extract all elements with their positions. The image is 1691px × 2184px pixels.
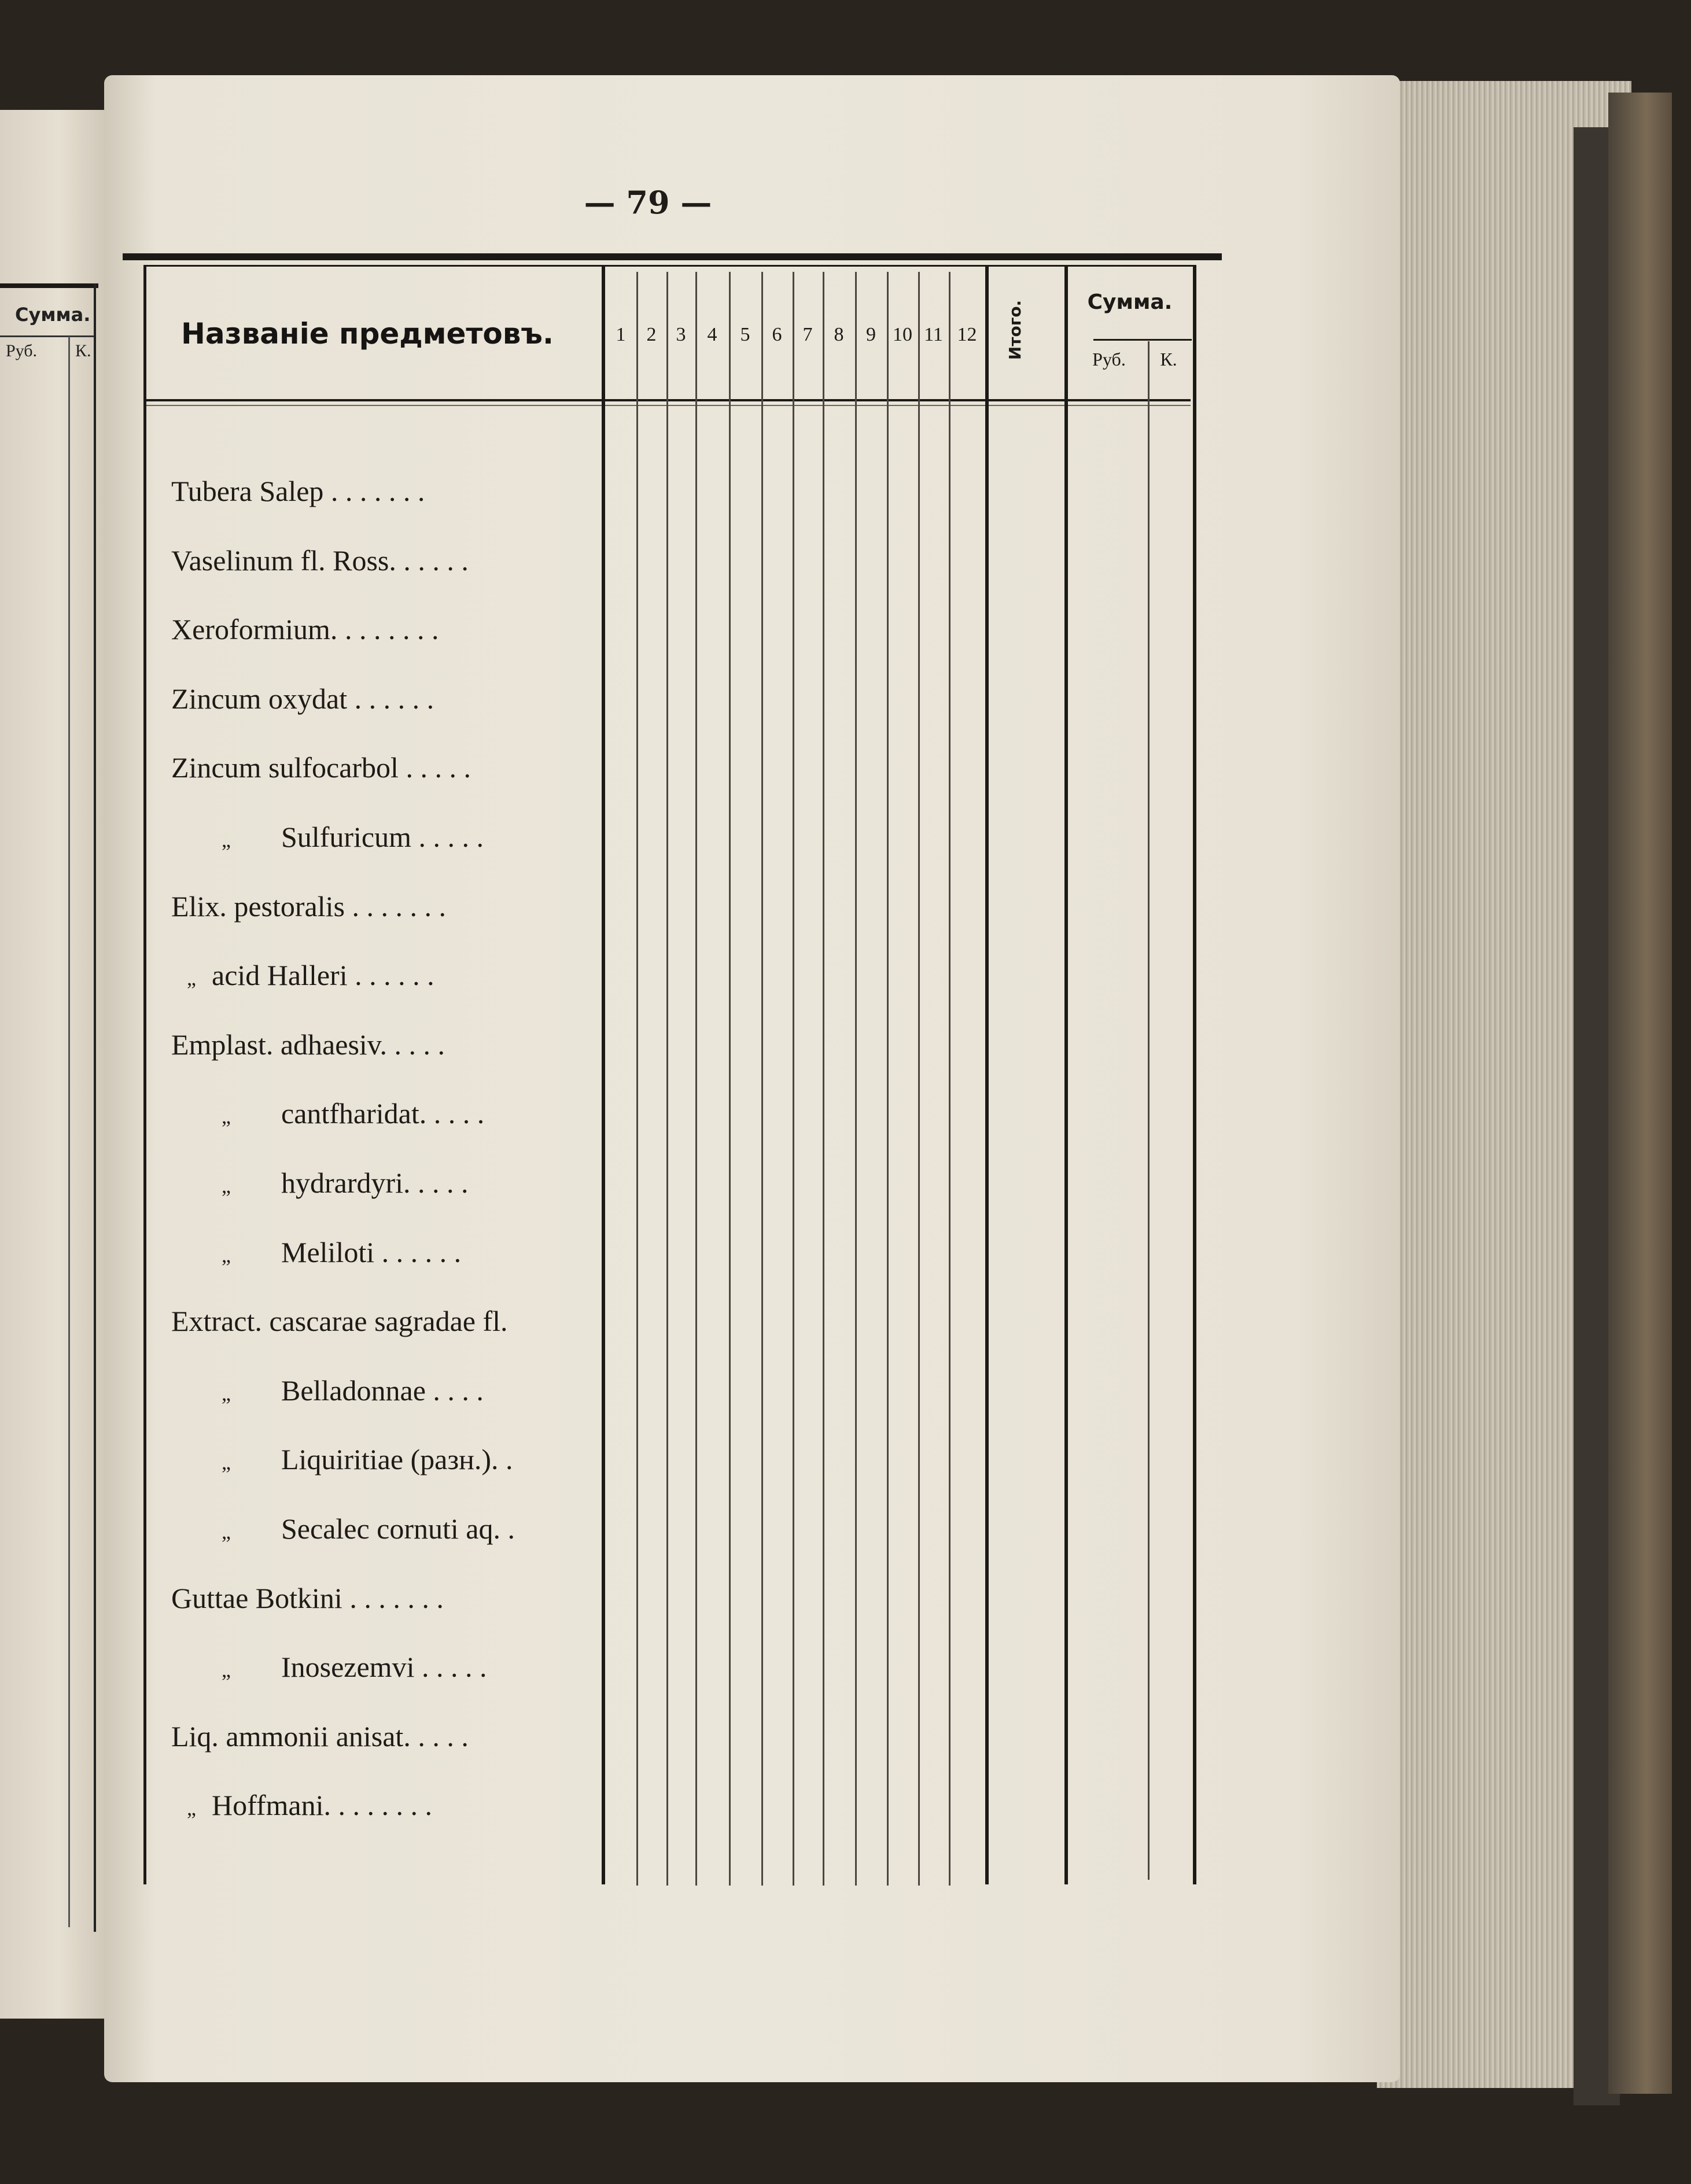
left-page-top-rule — [0, 283, 98, 288]
month-column-rule — [761, 272, 763, 1886]
leader-dots: . . . . . . . — [337, 613, 439, 646]
item-row — [171, 817, 594, 857]
item-row — [171, 540, 594, 581]
ditto-mark: „ — [222, 1520, 231, 1543]
month-column-number: 10 — [893, 324, 912, 345]
leader-dots: . . . . . . . — [330, 1789, 432, 1822]
month-column-number: 5 — [740, 324, 750, 345]
item-row — [171, 1439, 594, 1480]
month-column-number: 2 — [646, 324, 657, 345]
total-column-left-rule — [985, 265, 989, 1884]
item-row — [171, 1093, 594, 1134]
leader-dots: . . . . — [425, 1374, 484, 1407]
ditto-mark: „ — [187, 966, 196, 990]
month-column-number: 6 — [772, 324, 782, 345]
item-name: Meliloti — [281, 1235, 375, 1268]
left-page-sub-rule — [0, 335, 95, 337]
ditto-mark: „ — [222, 1451, 231, 1474]
item-name: Xeroformium. — [171, 613, 338, 646]
leader-dots: . . . . . . . — [344, 890, 446, 923]
month-column-rule — [823, 272, 824, 1886]
item-row — [171, 955, 594, 995]
ditto-mark: „ — [222, 1658, 231, 1682]
leader-dots: . . . . . . . — [323, 475, 425, 507]
ditto-mark: „ — [187, 1796, 196, 1820]
ditto-mark: „ — [222, 1105, 231, 1128]
month-column-number: 7 — [802, 324, 813, 345]
page-number: — 79 — — [584, 184, 712, 221]
item-name: Liq. ammonii anisat. — [171, 1720, 411, 1753]
table-top-rule — [123, 253, 1222, 260]
item-row — [171, 1370, 594, 1411]
month-column-number: 12 — [957, 324, 977, 345]
month-column-number: 9 — [866, 324, 876, 345]
item-name: Liquiritiae (разн.). — [281, 1443, 499, 1476]
left-border-rule — [143, 265, 146, 1884]
left-page-sum-header: Сумма. — [15, 304, 91, 326]
month-column-number: 1 — [616, 324, 626, 345]
total-label: Итого. — [1005, 300, 1025, 360]
month-column-number: 3 — [676, 324, 686, 345]
item-row — [171, 1232, 594, 1272]
leader-dots: . — [500, 1512, 515, 1545]
month-column-number: 8 — [834, 324, 844, 345]
item-row — [171, 1508, 594, 1549]
item-name: cantfharidat. — [281, 1097, 427, 1130]
item-row — [171, 609, 594, 650]
main-page — [104, 75, 1400, 2082]
month-column-rule — [729, 272, 731, 1886]
item-name: Zincum oxydat — [171, 682, 348, 715]
item-name: Belladonnae — [281, 1374, 426, 1407]
table-top-rule-thin — [143, 265, 1196, 267]
item-row — [171, 1024, 594, 1065]
month-column-rule — [855, 272, 857, 1886]
leader-dots: . . . . . . — [374, 1235, 462, 1268]
kop-header: К. — [1160, 349, 1177, 370]
ditto-mark: „ — [222, 1381, 231, 1405]
month-column-number: 11 — [924, 324, 943, 345]
month-column-rule — [887, 272, 889, 1886]
month-column-rule — [695, 272, 697, 1886]
leader-dots: . . . . — [410, 1720, 469, 1753]
leader-dots: . . . . . — [396, 544, 469, 577]
leader-dots: . . . . — [410, 1167, 469, 1199]
item-row — [171, 678, 594, 719]
left-page-edge-rule — [94, 283, 96, 1932]
leader-dots: . . . . . — [411, 821, 484, 853]
item-name: Tubera Salep — [171, 475, 324, 507]
left-page-rub: Руб. — [6, 341, 38, 360]
item-row — [171, 1163, 594, 1203]
right-border-rule — [1193, 265, 1196, 1884]
item-name: Sulfuricum — [281, 821, 411, 853]
leader-dots: . — [498, 1443, 513, 1476]
leader-dots: . . . . . — [414, 1651, 487, 1684]
sum-column-left-rule — [1064, 265, 1068, 1884]
rub-header: Руб. — [1092, 349, 1126, 370]
ditto-mark: „ — [222, 1174, 231, 1197]
month-column-rule — [666, 272, 668, 1886]
item-name: hydrardyri. — [281, 1167, 411, 1199]
ditto-mark: „ — [222, 828, 231, 851]
month-column-number: 4 — [707, 324, 717, 345]
leader-dots: . . . . — [426, 1097, 485, 1130]
item-name: Zincum sulfocarbol — [171, 751, 399, 784]
item-name: Elix. pestoralis — [171, 890, 345, 923]
sum-header: Сумма. — [1087, 290, 1173, 314]
item-row — [171, 1716, 594, 1757]
ditto-mark: „ — [222, 1243, 231, 1267]
month-column-rule — [636, 272, 638, 1886]
book-cover — [1608, 93, 1672, 2094]
item-name: Extract. cascarae sagradae fl. — [171, 1305, 508, 1338]
name-column-rule — [602, 265, 605, 1884]
left-page-fragment — [0, 110, 107, 2019]
item-row — [171, 747, 594, 788]
item-name: Guttae Botkini — [171, 1581, 342, 1614]
month-column-rule — [793, 272, 794, 1886]
column-title-items: Названіе предметовъ. — [181, 317, 554, 351]
item-row — [171, 1301, 594, 1341]
item-row — [171, 1785, 594, 1825]
month-column-rule — [949, 272, 951, 1886]
leader-dots: . . . . . — [398, 751, 471, 784]
kop-column-rule — [1148, 341, 1150, 1880]
leader-dots: . . . . . . — [347, 959, 434, 992]
item-row — [171, 1578, 594, 1618]
item-name: Secalec cornuti aq. — [281, 1512, 500, 1545]
leader-dots: . . . . — [387, 1028, 445, 1061]
month-column-rule — [918, 272, 920, 1886]
left-page-col-rule — [68, 337, 70, 1927]
item-name: Emplast. adhaesiv. — [171, 1028, 388, 1061]
item-row — [171, 471, 594, 511]
left-page-kop: К. — [75, 341, 91, 360]
total-column-header — [995, 272, 1036, 388]
item-name: Inosezemvi — [281, 1651, 415, 1684]
item-row — [171, 1647, 594, 1687]
leader-dots: . . . . . . . — [342, 1581, 444, 1614]
item-row — [171, 886, 594, 927]
leader-dots: . . . . . . — [347, 682, 434, 715]
item-name: Hoffmani. — [212, 1789, 331, 1822]
item-name: Vaselinum fl. Ross. — [171, 544, 396, 577]
sum-sub-rule — [1093, 339, 1192, 341]
item-name: acid Halleri — [212, 959, 348, 992]
